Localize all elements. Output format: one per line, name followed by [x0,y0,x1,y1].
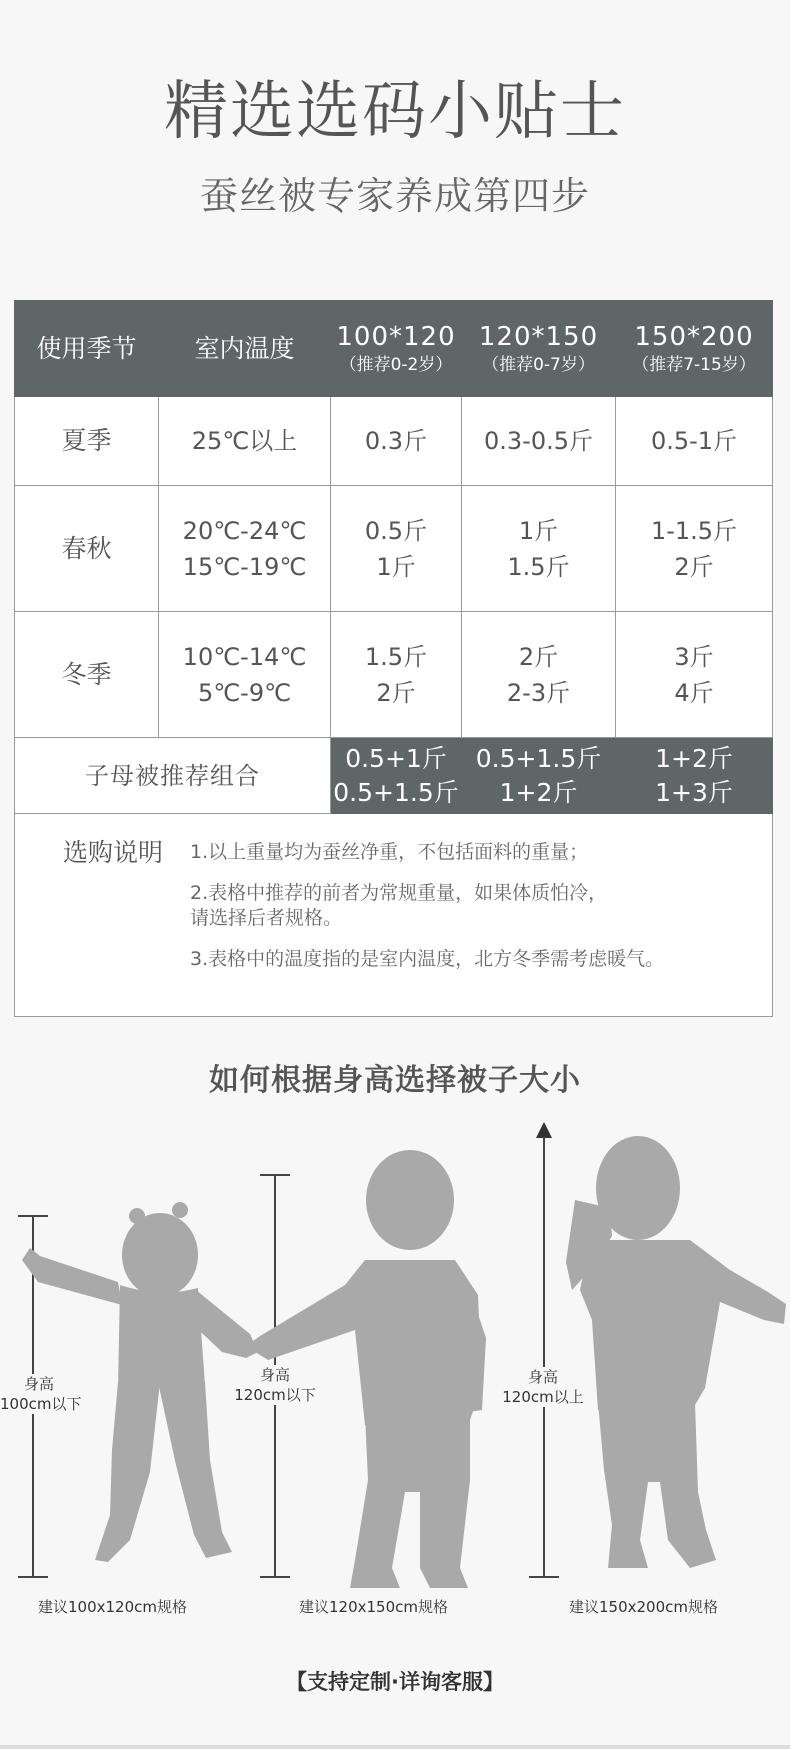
children-silhouettes [0,1120,790,1590]
note-item: 3.表格中的温度指的是室内温度，北方冬季需考虑暖气。 [190,948,665,970]
weight-cell [616,486,773,612]
weight-cell [462,612,616,738]
cell-line: 1+3斤 [655,777,733,807]
cell-line: 0.5+1.5斤 [475,743,602,773]
cell-line: 0.5斤 [364,516,428,545]
boy-silhouette-middle [246,1150,486,1588]
footer-note: 【支持定制·详询客服】 [286,1670,504,1694]
table-row-summer [15,397,773,486]
weight-cell [616,397,773,486]
cell-line: 10℃-14℃ [182,642,307,671]
combo-label: 子母被推荐组合 [15,738,331,814]
bottom-divider [0,1745,790,1749]
notes-list [190,834,772,988]
season-cell: 夏季 [15,397,159,486]
header-size: 150*200 [634,321,754,352]
cell-line: 2斤 [376,678,416,707]
header-age: （推荐0-7岁） [482,354,595,375]
season-cell: 春秋 [15,486,159,612]
cell-line: 4斤 [674,678,714,707]
header-age: （推荐7-15岁） [632,354,756,375]
cell-line: 0.5-1斤 [650,427,738,455]
cell-line: 2斤 [674,552,714,581]
note-item: 1.以上重量均为蚕丝净重，不包括面料的重量； [190,841,589,863]
header-temp: 室内温度 [159,301,331,397]
girl-silhouette [22,1202,258,1562]
cell-line: 2斤 [518,642,559,671]
weight-cell [331,486,462,612]
cell-line: 1斤 [518,516,559,545]
table-row-spring-autumn [15,486,773,612]
cell-line: 0.3-0.5斤 [484,427,593,455]
size-table [14,300,773,1017]
weight-cell [462,397,616,486]
cell-line: 0.3斤 [364,427,428,455]
header-size: 120*150 [478,321,599,352]
combo-cell [462,738,616,814]
boy-silhouette-right [566,1136,786,1568]
cell-line: 1斤 [376,552,416,581]
measure-label-line: 身高 [259,1366,290,1384]
temp-cell [159,486,331,612]
size-caption-3: 建议150x200cm规格 [569,1598,718,1616]
cell-line: 25℃以上 [191,427,298,455]
cell-line: 0.5+1斤 [345,743,447,773]
cell-line: 1+2斤 [499,777,578,807]
size-caption-1: 建议100x120cm规格 [38,1598,187,1616]
table-row-combo [15,738,773,814]
cell-line: 15℃-19℃ [182,552,307,581]
cell-line: 2-3斤 [506,678,571,707]
measure-label-line: 120cm以下 [234,1386,316,1404]
weight-cell [616,612,773,738]
cell-line: 5℃-9℃ [197,678,292,707]
cell-line: 0.5+1.5斤 [333,777,459,807]
combo-cell [331,738,462,814]
page-title: 精选选码小贴士 [164,75,626,149]
cell-line: 1.5斤 [507,552,570,581]
table-row-winter [15,612,773,738]
page-subtitle: 蚕丝被专家养成第四步 [199,174,590,218]
cell-line: 3斤 [674,642,714,671]
table-row-notes [15,814,773,1017]
measure-label-line: 身高 [23,1375,54,1393]
temp-cell [159,397,331,486]
combo-cell [616,738,773,814]
header-size: 100*120 [336,321,456,352]
header-season: 使用季节 [15,301,159,397]
size-caption-2: 建议120x150cm规格 [299,1598,448,1616]
season-cell: 冬季 [15,612,159,738]
notes-label: 选购说明 [63,838,164,867]
notes-cell [15,814,773,1017]
measure-label-line: 120cm以上 [502,1388,584,1406]
cell-line: 1-1.5斤 [650,516,738,545]
note-item: 2.表格中推荐的前者为常规重量，如果体质怕冷， 请选择后者规格。 [190,882,608,929]
weight-cell [331,397,462,486]
measure-label-line: 100cm以下 [0,1395,82,1413]
header-size-100x120 [331,301,462,397]
weight-cell [462,486,616,612]
cell-line: 1.5斤 [364,642,428,671]
height-section-title: 如何根据身高选择被子大小 [209,1063,581,1098]
header-age: （推荐0-2岁） [339,354,453,375]
cell-line: 20℃-24℃ [182,516,307,545]
measure-label-line: 身高 [527,1368,558,1386]
header-size-120x150 [462,301,616,397]
weight-cell [331,612,462,738]
table-header-row [15,301,773,397]
header-size-150x200 [616,301,773,397]
temp-cell [159,612,331,738]
cell-line: 1+2斤 [655,743,733,773]
